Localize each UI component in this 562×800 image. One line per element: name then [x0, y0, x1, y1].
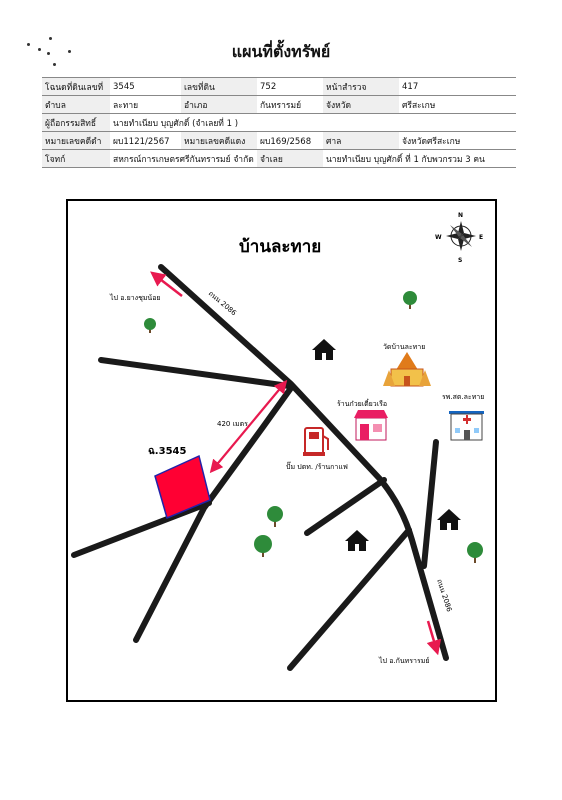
deed-no-value: 3545: [110, 78, 181, 96]
temple-label: วัดบ้านละทาย: [383, 343, 426, 351]
shop-label: ร้านก๋วยเตี๋ยวเรือ: [337, 400, 388, 408]
deed-no-label: โฉนดที่ดินเลขที่: [42, 78, 110, 96]
compass-icon: [435, 212, 483, 264]
compass-w: W: [435, 234, 442, 241]
house-icon: [312, 339, 336, 360]
road-label-bottom: ถนน 2086: [435, 578, 454, 613]
hospital-label: รพ.สต.ละทาย: [442, 393, 485, 401]
owner-label: ผู้ถือกรรมสิทธิ์: [42, 114, 110, 132]
gas-station-icon: [303, 428, 328, 456]
shop-icon: [354, 410, 388, 440]
distance-label: 420 เมตร: [217, 420, 248, 428]
black-case-value: ผบ1121/2567: [110, 132, 181, 150]
red-case-label: หมายเลขคดีแดง: [181, 132, 257, 150]
page-title: แผนที่ตั้งทรัพย์: [231, 42, 331, 61]
court-label: ศาล: [323, 132, 399, 150]
compass-e: E: [479, 234, 484, 241]
tree-icon: [467, 542, 483, 563]
side-road-southwest: [74, 503, 209, 555]
defendant-value: นายทำเนียบ บุญศักดิ์ ที่ 1 กับพวกรวม 3 คน: [323, 150, 516, 168]
compass-n: N: [458, 212, 464, 219]
land-no-value: 752: [257, 78, 323, 96]
subdistrict-value: ละทาย: [110, 96, 181, 114]
map-title: บ้านละทาย: [239, 237, 322, 257]
gas-station-label: ปั๊ม ปตท. /ร้านกาแฟ: [286, 463, 348, 471]
house-icon: [345, 530, 369, 551]
survey-page-label: หน้าสำรวจ: [323, 78, 399, 96]
owner-value: นายทำเนียบ บุญศักดิ์ (จำเลยที่ 1 ): [110, 114, 516, 132]
side-road-west: [101, 360, 289, 386]
district-value: กันทรารมย์: [257, 96, 323, 114]
survey-page-value: 417: [399, 78, 516, 96]
to-yangchumnoi-label: ไป อ.ยางชุมน้อย: [110, 294, 161, 302]
tree-icon: [144, 318, 156, 333]
house-icon: [437, 509, 461, 530]
land-no-label: เลขที่ดิน: [181, 78, 257, 96]
parcel-label: ฉ.3545: [148, 446, 187, 457]
compass-s: S: [458, 257, 463, 264]
red-case-value: ผบ169/2568: [257, 132, 323, 150]
side-road-northeast: [424, 442, 436, 566]
black-case-label: หมายเลขคดีดำ: [42, 132, 110, 150]
defendant-label: จำเลย: [257, 150, 323, 168]
province-value: ศรีสะเกษ: [399, 96, 516, 114]
plaintiff-value: สหกรณ์การเกษตรศรีกันทรารมย์ จำกัด: [110, 150, 257, 168]
tree-icon: [403, 291, 417, 309]
subdistrict-label: ตำบล: [42, 96, 110, 114]
province-label: จังหวัด: [323, 96, 399, 114]
tree-icon: [254, 535, 272, 557]
plaintiff-label: โจทก์: [42, 150, 110, 168]
side-road-east: [307, 480, 384, 533]
district-label: อำเภอ: [181, 96, 257, 114]
court-value: จังหวัดศรีสะเกษ: [399, 132, 516, 150]
to-kantharalak-label: ไป อ.กันทรารมย์: [379, 657, 430, 665]
temple-icon: [383, 352, 431, 386]
roads: [74, 267, 446, 668]
tree-icon: [267, 506, 283, 527]
road-label-top: ถนน 2086: [206, 289, 238, 318]
hospital-icon: [449, 411, 484, 440]
